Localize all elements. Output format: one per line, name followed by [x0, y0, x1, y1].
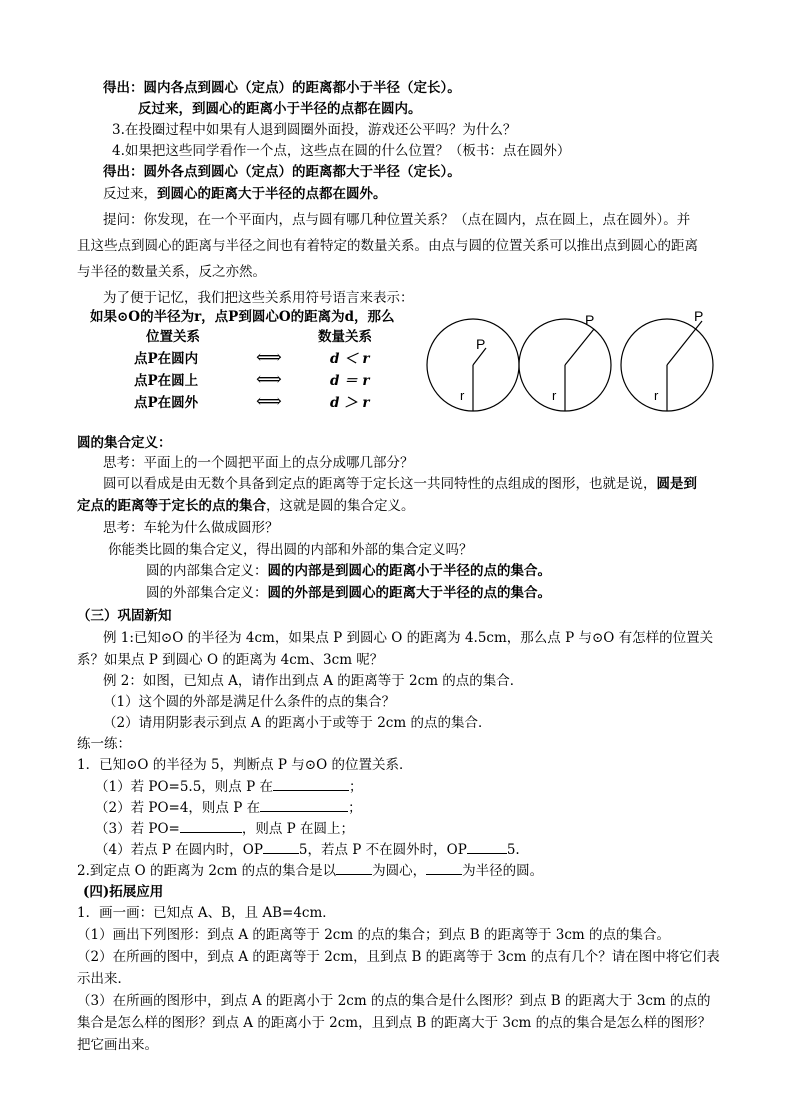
answer-blank[interactable]	[263, 839, 299, 854]
draw-1-3c: 把它画出来。	[77, 1037, 158, 1053]
row-on-relation: d ＝ r	[330, 373, 370, 389]
question-3: 3.在投圈过程中如果有人退到圆圈外面投，游戏还公平吗？为什么？	[112, 122, 517, 138]
answer-blank[interactable]	[260, 797, 348, 812]
example-2-q2: （2）请用阴影表示到点 A 的距离小于或等于 2cm 的点的集合．	[103, 715, 492, 731]
draw-1: 1．画一画：已知点 A、B，且 AB=4cm．	[77, 905, 336, 921]
draw-1-3b: 集合是怎么样的图形？到点 A 的距离小于 2cm，且到点 B 的距离大于 3cm 的点的集合是怎么样的图形？	[77, 1015, 712, 1031]
double-arrow-icon: ⟺	[256, 369, 282, 390]
conclusion-2: 得出：圆外各点到圆心（定点）的距离都大于半径（定长）。	[103, 164, 461, 180]
label-r: r	[654, 388, 659, 403]
think-2: 思考：车轮为什么做成圆形？	[103, 520, 279, 536]
column-position: 位置关系	[146, 329, 200, 345]
answer-blank[interactable]	[467, 839, 507, 854]
label-r: r	[552, 388, 557, 403]
exterior-def: 圆的外部集合定义：圆的外部是到圆心的距离大于半径的点的集合。	[146, 585, 551, 601]
think-1: 思考：平面上的一个圆把平面上的点分成哪几部分？	[103, 455, 414, 471]
set-desc-2: 定点的距离等于定长的点的集合，这就是圆的集合定义。	[77, 498, 415, 514]
practice-1-3: （3）若 PO= ，则点 P 在圆上；	[95, 818, 354, 839]
converse-1: 反过来，到圆心的距离小于半径的点都在圆内。	[138, 101, 422, 117]
set-definition-title: 圆的集合定义：	[77, 435, 172, 451]
practice-2: 2.到定点 O 的距离为 2cm 的点的集合是以 为圆心， 为半径的圆。	[77, 860, 543, 881]
section-4-heading: (四)拓展应用	[83, 884, 164, 900]
double-arrow-icon: ⟺	[256, 391, 282, 412]
prompt-line-3: 与半径的数量关系，反之亦然。	[77, 264, 266, 280]
row-outside-label: 点P在圆外	[134, 395, 199, 411]
example-2: 例 2：如图，已知点 A，请作出到点 A 的距离等于 2cm 的点的集合．	[103, 673, 524, 689]
row-on-label: 点P在圆上	[134, 373, 199, 389]
relation-intro: 如果⊙O的半径为r，点P到圆心O的距离为d，那么	[90, 309, 395, 325]
answer-blank[interactable]	[426, 860, 462, 875]
practice-heading: 练一练：	[77, 736, 131, 752]
label-P: P	[585, 312, 595, 328]
question-4: 4.如果把这些同学看作一个点，这些点在圆的什么位置？（板书：点在圆外）	[112, 143, 571, 159]
draw-1-3a: （3）在所画的图形中，到点 A 的距离小于 2cm 的点的集合是什么图形？到点 B 的距离大于 3cm 的点的	[77, 993, 711, 1009]
label-P: P	[694, 308, 704, 324]
analogy-question: 你能类比圆的集合定义，得出圆的内部和外部的集合定义吗？	[108, 542, 473, 558]
label-r: r	[460, 388, 465, 403]
draw-1-2a: （2）在所画的图中，到点 A 的距离等于 2cm，且到点 B 的距离等于 3cm 的点有几个？请在图中将它们表	[77, 949, 720, 965]
label-P: P	[476, 336, 486, 352]
row-inside-relation: d ＜ r	[330, 351, 370, 367]
draw-1-1: （1）画出下列图形：到点 A 的距离等于 2cm 的点的集合；到点 B 的距离等于 3cm 的点的集合。	[77, 927, 670, 943]
prompt-line-1: 提问：你发现，在一个平面内，点与圆有哪几种位置关系？（点在圆内，点在圆上，点在圆外）。并	[103, 212, 691, 228]
answer-blank[interactable]	[273, 776, 349, 791]
column-quantity: 数量关系	[318, 329, 372, 345]
prompt-line-2: 且这些点到圆心的距离与半径之间也有着特定的数量关系。由点与圆的位置关系可以推出点到圆心的距离	[77, 238, 698, 254]
section-3-heading: （三）巩固新知	[77, 608, 172, 624]
converse-2: 反过来，到圆心的距离大于半径的点都在圆外。	[103, 186, 387, 202]
point-circle-diagrams	[420, 305, 750, 415]
answer-blank[interactable]	[180, 818, 242, 833]
conclusion-1: 得出：圆内各点到圆心（定点）的距离都小于半径（定长）。	[103, 80, 461, 96]
example-2-q1: （1）这个圆的外部是满足什么条件的点的集合？	[103, 694, 396, 710]
row-outside-relation: d ＞ r	[330, 395, 370, 411]
example-1-line-2: 系？如果点 P 到圆心 O 的距离为 4cm、3cm 呢？	[77, 652, 384, 668]
example-1-line-1: 例 1:已知⊙O 的半径为 4cm，如果点 P 到圆心 O 的距离为 4.5cm，那么点 P 与⊙O 有怎样的位置关	[103, 630, 714, 646]
double-arrow-icon: ⟺	[256, 347, 282, 368]
practice-1-4: （4）若点 P 在圆内时，OP 5，若点 P 不在圆外时，OP 5.	[95, 839, 520, 860]
set-desc-1: 圆可以看成是由无数个具备到定点的距离等于定长这一共同特性的点组成的图形，也就是说，圆是到	[103, 476, 697, 492]
row-inside-label: 点P在圆内	[134, 351, 199, 367]
memory-hint: 为了便于记忆，我们把这些关系用符号语言来表示：	[103, 290, 414, 306]
draw-1-2b: 示出来．	[77, 971, 131, 987]
interior-def: 圆的内部集合定义：圆的内部是到圆心的距离小于半径的点的集合。	[146, 563, 551, 579]
practice-1-2: （2）若 PO=4，则点 P 在 ；	[95, 797, 362, 818]
practice-1: 1．已知⊙O 的半径为 5，判断点 P 与⊙O 的位置关系．	[77, 757, 413, 773]
practice-1-1: （1）若 PO=5.5，则点 P 在 ；	[95, 776, 362, 797]
answer-blank[interactable]	[336, 860, 372, 875]
